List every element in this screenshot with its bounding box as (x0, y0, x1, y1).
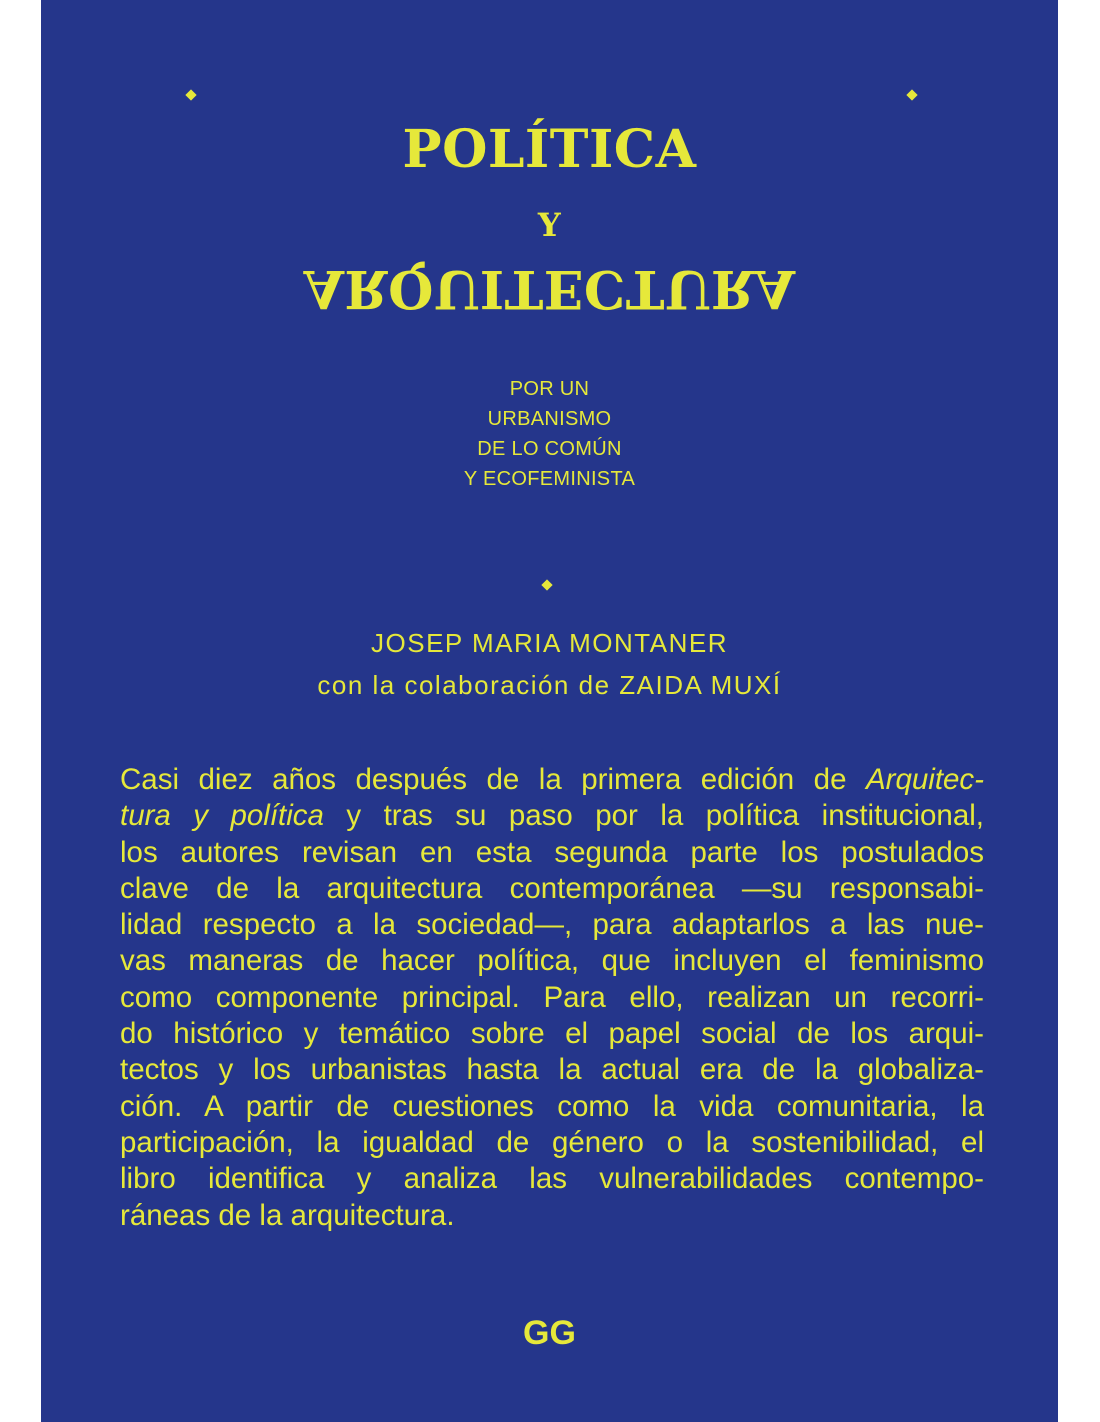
blurb-italic-text: Arquitec- (865, 763, 984, 796)
blurb-line: ráneas de la arquitectura. (120, 1198, 455, 1232)
blurb-line: clave de la arquitectura contemporánea —su responsabi- (120, 871, 984, 905)
publisher-logo: GG (523, 1314, 576, 1352)
subtitle (41, 374, 1058, 494)
diamond-ornament-center (541, 579, 552, 590)
blurb-line (120, 762, 984, 798)
blurb-line: do histórico y temático sobre el papel social de los arqui- (120, 1017, 984, 1051)
blurb-text: y tras su paso por la política institucional, (323, 799, 984, 833)
title-line-1: POLÍTICA (402, 119, 697, 180)
diamond-ornament-top-right (906, 89, 917, 100)
blurb-line: como componente principal. Para ello, realizan un recorri- (120, 980, 984, 1014)
subtitle-line: Y ECOFEMINISTA (463, 468, 636, 490)
blurb-line: libro identifica y analiza las vulnerabilidades contempo- (120, 1162, 984, 1196)
blurb-line: tectos y los urbanistas hasta la actual era de la globaliza- (120, 1053, 984, 1087)
blurb-line: lidad respecto a la sociedad—, para adaptarlos a las nue- (120, 908, 984, 942)
blurb-text: Casi diez años después de la primera edición de (120, 763, 866, 796)
authors (41, 622, 1058, 706)
blurb-line: vas maneras de hacer política, que incluyen el feminismo (120, 944, 984, 978)
blurb-line (120, 798, 984, 834)
subtitle-line: DE LO COMÚN (477, 438, 622, 460)
title-line-2: Y (537, 206, 562, 244)
title-line-3-inverted: ARQUITECTURA (303, 258, 796, 319)
subtitle-line: URBANISMO (487, 408, 612, 430)
subtitle-line: POR UN (509, 378, 590, 400)
collaborator-credit: con la colaboración de ZAIDA MUXÍ (317, 670, 782, 700)
back-cover-blurb (120, 762, 984, 1234)
blurb-line: ción. A partir de cuestiones como la vida comunitaria, la (120, 1089, 984, 1123)
book-cover (41, 0, 1058, 1422)
main-author: JOSEP MARIA MONTANER (371, 628, 728, 658)
blurb-line: participación, la igualdad de género o la sostenibilidad, el (120, 1125, 984, 1159)
blurb-line: los autores revisan en esta segunda parte los postulados (120, 835, 984, 869)
blurb-italic-text: tura y política (120, 799, 324, 833)
diamond-ornament-top-left (185, 89, 196, 100)
